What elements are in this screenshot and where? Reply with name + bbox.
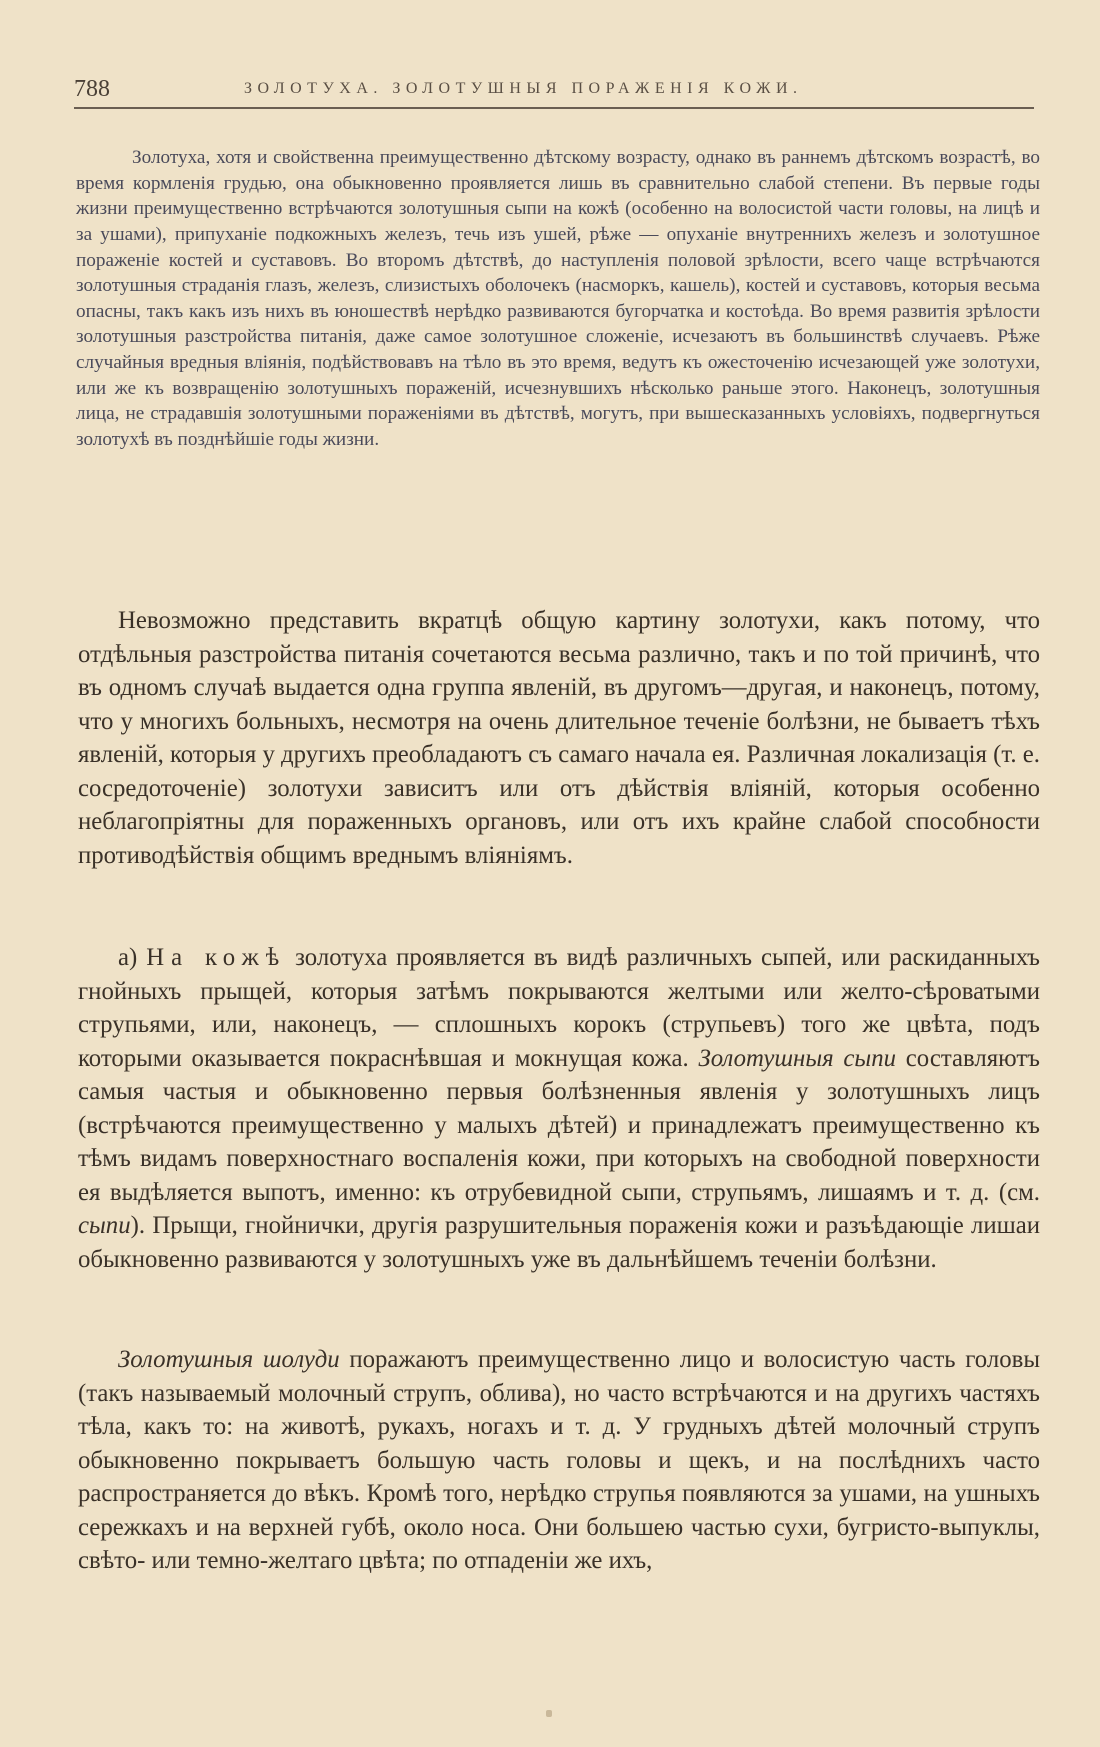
paragraph-skin: [78, 941, 1040, 1276]
paragraph-text: [78, 941, 1040, 1276]
paper-speck: [546, 1710, 552, 1717]
text-run: поражаютъ преимущественно лицо и волосистую часть головы (такъ называемый молочный струпъ, облива), но часто встрѣчаются и на другихъ частяхъ тѣла, какъ то: на животѣ, рукахъ, ногахъ и т. д. У грудныхъ дѣтей молочный струпъ обыкновенно покрываетъ большую часть головы и щекъ, и на послѣднихъ часто распространяется до вѣкъ. Кромѣ того, нерѣдко струпья появляются за ушами, на ушныхъ сережкахъ и на верхней губѣ, около носа. Они большею частью сухи, бугристо-выпуклы, свѣто- или темно-желтаго цвѣта; по отпаденіи же ихъ,: [78, 1346, 1040, 1574]
paragraph-text: Невозможно представить вкратцѣ общую картину золотухи, какъ потому, что отдѣльныя разстройства питанія сочетаются весьма различно, такъ и по той причинѣ, что въ одномъ случаѣ выдается одна группа явленій, въ другомъ—другая, и наконецъ, потому, что у многихъ больныхъ, несмотря на очень длительное теченіе болѣзни, не бываетъ тѣхъ явленій, которыя у другихъ преобладаютъ съ самаго начала ея. Различная локализація (т. е. сосредоточеніе) золотухи зависитъ или отъ дѣйствія вліяній, которыя особенно неблагопріятны для пораженныхъ органовъ, или отъ ихъ крайне слабой способности противодѣйствія общимъ вреднымъ вліяніямъ.: [78, 607, 1040, 869]
paragraph-overview: [78, 604, 1040, 872]
text-run: золотуха проявляется въ видѣ различныхъ сыпей, или раскиданныхъ гнойныхъ прыщей, которыя затѣмъ покрываются желтыми или желто-сѣроватыми струпьями, или, наконецъ, — сплошныхъ корокъ (струпьевъ) того же цвѣта, подъ которыми оказывается покраснѣвшая и мокнущая кожа.: [78, 944, 1041, 1072]
paragraph-small-print: Золотуха, хотя и свойственна преимущественно дѣтскому возрасту, однако въ раннемъ дѣтскомъ возрастѣ, во время кормленія грудью, она обыкновенно проявляется лишь въ сравнительно слабой степени. Въ первые годы жизни преимущественно встрѣчаются золотушныя сыпи на кожѣ (особенно на волосистой части головы, на лицѣ и за ушами), припуханіе подкожныхъ железъ, течь изъ ушей, рѣже — опуханіе внутреннихъ железъ и золотушное пораженіе костей и суставовъ. Во второмъ дѣтствѣ, до наступленія половой зрѣлости, всего чаще встрѣчаются золотушныя страданія глазъ, железъ, слизистыхъ оболочекъ (насморкъ, кашель), костей и суставовъ, которыя весьма опасны, такъ какъ изъ нихъ въ юношествѣ нерѣдко развиваются бугорчатка и костоѣда. Во время развитія зрѣлости золотушныя разстройства питанія, даже самое золотушное сложеніе, исчезаютъ въ большинствѣ случаевъ. Рѣже случайныя вредныя вліянія, подѣйствовавъ на тѣло въ это время, ведутъ къ ожесточенію исчезающей уже золотухи, или же къ возвращенію золотушныхъ пораженій, исчезнувшихъ нѣсколько раньше этого. Наконецъ, золотушныя лица, не страдавшія золотушными пораженіями въ дѣтствѣ, могутъ, при вышесказанныхъ условіяхъ, подвергнуться золотухѣ въ позднѣйшіе годы жизни.: [76, 147, 1040, 450]
list-marker: а): [118, 944, 147, 971]
page-header: [74, 72, 1034, 106]
italic-reference: сыпи: [78, 1212, 131, 1239]
paragraph-scabs: [78, 1343, 1040, 1578]
italic-term: Золотушныя шолуди: [118, 1346, 340, 1373]
text-run: составляютъ самыя частыя и обыкновенно первыя болѣзненныя явленія у золотушныхъ лицъ (встрѣчаются преимущественно у малыхъ дѣтей) и принадлежатъ преимущественно къ тѣмъ видамъ поверхностнаго воспаленія кожи, при которыхъ на свободной поверхности ея выдѣляется выпотъ, именно: къ отрубевидной сыпи, струпьямъ, лишаямъ и т. д. (см.: [78, 1044, 1040, 1206]
page-number: 788: [74, 76, 110, 102]
header-rule: [74, 107, 1034, 109]
running-title: ЗОЛОТУХА. ЗОЛОТУШНЫЯ ПОРАЖЕНІЯ КОЖИ.: [244, 80, 803, 97]
paragraph-text: [78, 1343, 1040, 1578]
section-term: На кожѣ: [146, 944, 287, 971]
text-run: ). Прыщи, гнойнички, другія разрушительныя пораженія кожи и разъѣдающіе лишаи обыкновенно развиваются у золотушныхъ уже въ дальнѣйшемъ теченіи болѣзни.: [78, 1212, 1040, 1273]
italic-term: Золотушныя сыпи: [698, 1044, 897, 1072]
